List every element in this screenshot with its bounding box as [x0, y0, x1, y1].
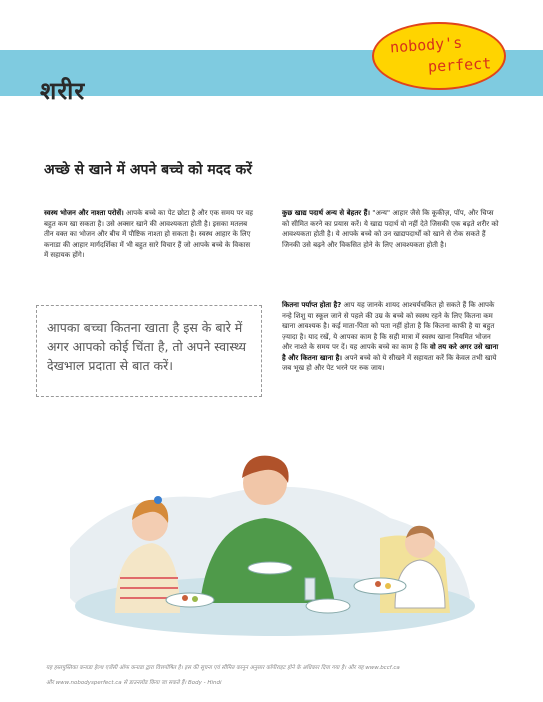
- nobodys-perfect-logo: [372, 22, 506, 90]
- right-column-part2: [282, 300, 500, 374]
- right-body1: "अन्य" आहार जैसे कि कूकीज़, पॉप, और चिप्स को सीमित करने का प्रयास करें। ये खाद्य पदार्थ वो नहीं देते जिसकी एक बढ़ते शरीर को आवश्यकता होती है। ये आपके बच्चे को उन खाद्यपदार्थों को खाने से रोक सकते हैं जिनकी उसे बढ़ने और विकसित होने के लिए आवश्यकता होती है।: [282, 209, 499, 249]
- left-body: आपके बच्चे का पेट छोटा है और एक समय पर वह बहुत कम खा सकता है। उसे अक्सर खाने की आवश्यकता होती है। इसका मतलब तीन वक्त का भोजन और बीच में पौष्टिक नाश्ता हो सकता है। स्वस्थ आहार के लिए कनाडा की आहार मार्गदर्शिका में भी बहुत सारे विचार हैं जो आपके बच्चे के विकास में सहायक होंगे।: [44, 209, 254, 259]
- right-body2a: आप यह जानके शायद आश्चर्यचकित हो सकते हैं कि आपके नन्हे शिशु या स्कूल जाने से पहले की उम्र के बच्चे को स्वस्थ रहने के लिए कितना कम खाना आवश्यक है। कई माता-पिता को पता नहीं होता है कि कितना काफी है या बहुत ज़्यादा है। याद रखें, ये आपका काम है कि सही मात्रा में स्वस्थ खाना नियमित भोजन और नाश्ते के समय पर दें। यह आपके बच्चे का काम है कि: [282, 301, 495, 351]
- footer-line-1: यह हस्तपुस्तिका कनाडा हेल्थ एजेंसी ऑफ कनाडा द्वारा वित्तपोषित है। इस की सूचना एवं सीमित कानून अनुसार कॉपीराइट होने के अधिकार दिया गया है। और यह www.bccf.ca: [46, 665, 400, 671]
- left-lead: स्वस्थ भोजन और नाश्ता परोसें।: [44, 209, 124, 217]
- callout-box: [36, 305, 262, 397]
- logo-text-line1: nobody's: [389, 33, 463, 57]
- page-heading: अच्छे से खाने में अपने बच्चे को मदद करें: [44, 162, 253, 178]
- family-meal-illustration: [60, 428, 480, 638]
- right-bold2: वो तय करे अगर उसे खाना है और कितना खाना है।: [282, 343, 499, 362]
- footer-line-2: और www.nobodysperfect.ca से डाउनलोड किया जा सकते हैं। Body - Hindi: [46, 680, 222, 686]
- right-column-part1: [282, 208, 500, 250]
- section-title: शरीर: [40, 76, 86, 105]
- right-lead1: कुछ खाद्य पदार्थ अन्य से बेहतर हैं।: [282, 209, 370, 217]
- right-body2b: अपने बच्चे को ये सीखने में सहायता करें कि केवल तभी खाये जब भूख हो और पेट भरने पर रुक जाय।: [282, 353, 497, 372]
- right-lead2: कितना पर्याप्त होता है?: [282, 301, 342, 309]
- left-column: [44, 208, 254, 261]
- logo-text-line2: perfect: [427, 54, 492, 76]
- callout-text: आपका बच्चा कितना खाता है इस के बारे में अगर आपको कोई चिंता है, तो अपने स्वास्थ्य देखभाल प्रदाता से बात करें।: [47, 320, 247, 373]
